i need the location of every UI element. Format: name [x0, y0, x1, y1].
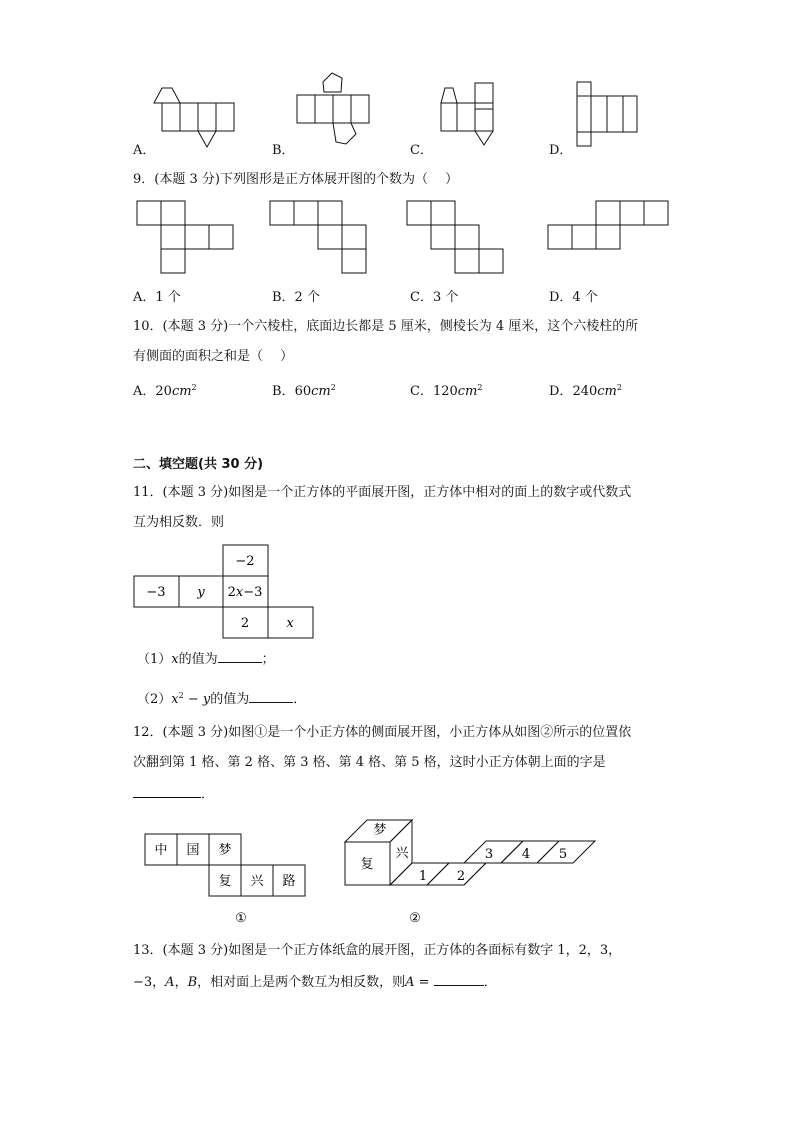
section-2-title: 二、填空题(共 30 分): [133, 457, 264, 472]
q11-part2: $(2)x^2 - y$的值为 ．: [137, 691, 307, 707]
cube-top-face: 梦: [373, 823, 387, 838]
q12-stem-line1: 12．(本题 3 分)如图①是一个小正方体的侧面展开图，小正方体从如图②所示的位置依: [133, 725, 632, 740]
q8-option-d: D．: [549, 143, 573, 158]
q9-option-a: A．1 个: [133, 290, 181, 305]
q9-option-d: D．4 个: [549, 290, 598, 305]
q12-blank[interactable]: [133, 785, 201, 798]
q9-net-4: [548, 201, 673, 253]
q10-stem-line2: 有侧面的面积之和是（ ）: [133, 349, 294, 364]
q11-part1-blank[interactable]: [218, 650, 262, 663]
q9-option-b: B．2 个: [272, 290, 320, 305]
grid-cell-5: 5: [558, 847, 568, 862]
fig2-caption: ②: [409, 911, 421, 926]
cube-front-face: 复: [360, 857, 374, 872]
q8-figure-d: [575, 80, 645, 150]
net-bottom-value: 2: [240, 616, 250, 631]
fig1-caption: ①: [235, 911, 247, 926]
q12-figure-1: [144, 832, 309, 927]
q10-option-c: C．$120cm^2$: [410, 383, 483, 399]
q11-stem-line1: 11．(本题 3 分)如图是一个正方体的平面展开图，正方体中相对的面上的数字或代数式: [133, 485, 632, 500]
q10-option-b: B．$60cm^2$: [272, 383, 336, 399]
net-y-value: y: [197, 585, 205, 600]
q11-part2-blank[interactable]: [249, 690, 293, 703]
net-top-value: −2: [235, 554, 255, 569]
net-x-value: x: [286, 616, 294, 631]
fig1-cell-5: 兴: [250, 874, 264, 889]
q13-blank[interactable]: [434, 973, 484, 986]
cube-side-face: 兴: [395, 846, 409, 861]
q11-part1: （1）x的值为 ；: [137, 652, 275, 667]
q12-answer-line: ．: [133, 785, 214, 804]
q8-figure-a: [150, 85, 240, 150]
q8-option-c: C．: [410, 143, 433, 158]
q13-stem-line2: −3，A，B，相对面上是两个数互为相反数，则A = ．: [133, 975, 497, 990]
q9-stem: 9．(本题 3 分)下列图形是正方体展开图的个数为（ ）: [133, 172, 459, 187]
q11-cube-net: [133, 544, 318, 639]
q10-option-d: D．$240cm^2$: [549, 383, 622, 399]
net-left-value: −3: [146, 585, 166, 600]
grid-cell-2: 2: [456, 869, 466, 884]
q12-stem-line2: 次翻到第 1 格、第 2 格、第 3 格、第 4 格、第 5 格，这时小正方体朝上面的字是: [133, 755, 606, 770]
q9-net-3: [407, 201, 507, 276]
q9-net-2: [270, 201, 370, 276]
q11-stem-line2: 互为相反数．则: [133, 515, 225, 530]
grid-cell-4: 4: [521, 847, 531, 862]
q9-net-1: [137, 201, 237, 276]
q9-option-c: C．3 个: [410, 290, 459, 305]
fig-a-bottom-triangle: [198, 131, 216, 147]
q8-figure-c: [437, 85, 507, 150]
net-center-expression: 2x−3: [227, 585, 263, 600]
fig-a-top-trapezoid: [154, 88, 180, 103]
fig1-cell-6: 路: [282, 874, 296, 889]
grid-cell-1: 1: [418, 869, 428, 884]
grid-cell-3: 3: [484, 847, 494, 862]
q8-option-a: A．: [133, 143, 156, 158]
q8-option-b: B．: [272, 143, 295, 158]
q12-figure-2: [343, 817, 603, 927]
q13-stem-line1: 13．(本题 3 分)如图是一个正方体纸盒的展开图，正方体的各面标有数字 1，2，3，: [133, 943, 622, 958]
q10-stem-line1: 10．(本题 3 分)一个六棱柱，底面边长都是 5 厘米，侧棱长为 4 厘米，这个六棱柱的所: [133, 319, 639, 334]
fig1-cell-2: 国: [186, 843, 200, 858]
fig1-cell-3: 梦: [218, 843, 232, 858]
q10-option-a: A．$20cm^2$: [133, 383, 197, 399]
fig1-cell-1: 中: [154, 843, 168, 858]
q8-figure-b: [296, 70, 376, 150]
fig1-cell-4: 复: [218, 874, 232, 889]
